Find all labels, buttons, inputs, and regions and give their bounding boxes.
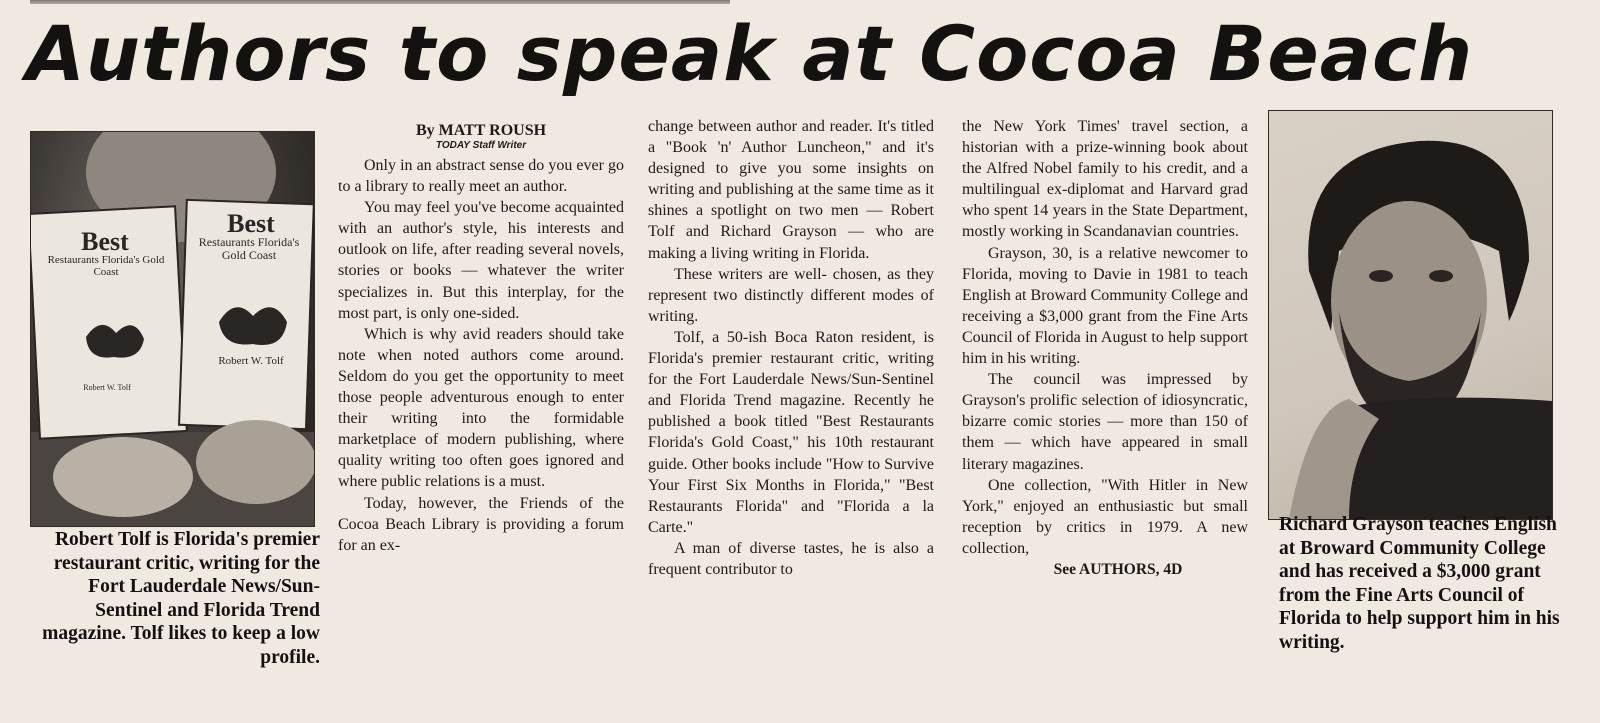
byline-title: TODAY Staff Writer (435, 140, 527, 151)
paragraph: the New York Times' travel section, a historian with a prize-winning book about the Alfred Nobel family to his credit, and a multilingual ex-diplomat and Harvard grad who spent 14 years in the State Department, mostly working in Scandanavian countries. (962, 118, 1248, 241)
caption-tolf: Robert Tolf is Florida's premier restaurant critic, writing for the Fort Lauderdale News/Sun-Sentinel and Florida Trend magazine. Tolf likes to keep a low profile. (42, 529, 320, 668)
book-1-subtitle: Restaurants Florida's Gold Coast (47, 254, 165, 278)
left-eye (1369, 270, 1393, 282)
paragraph: Only in an abstract sense do you ever go to a library to really meet an author. (338, 157, 624, 196)
photo-richard-grayson (1268, 110, 1553, 520)
paragraph: Grayson, 30, is a relative newcomer to Florida, moving to Davie in 1981 to teach English at Broward Community College and receiving a $3,000 grant from the Fine Arts Council of Florida in August to help support him in his writing. (962, 244, 1248, 368)
article-column-2 (648, 116, 934, 580)
article-column-3 (962, 116, 1248, 580)
book-2-author: Robert W. Tolf (218, 355, 284, 367)
book-2-title: Best (227, 209, 275, 238)
byline-name: By MATT ROUSH (415, 122, 547, 139)
clipping-edge-marks (1560, 20, 1600, 300)
paragraph: The council was impressed by Grayson's prolific selection of idiosyncratic, bizarre comic stories — more than 150 of them — which have appeared in small literary magazines. (962, 371, 1248, 473)
right-eye (1429, 270, 1453, 282)
paragraph: change between author and reader. It's titled a "Book 'n' Author Luncheon," and it's designed to give you some insights on writing and publishing at the same time as it shines a spotlight on two men — Robert Tolf and Richard Grayson — who are making a living writing in Florida. (648, 118, 934, 262)
article-column-1 (338, 113, 624, 556)
headline: Authors to speak at Cocoa Beach (26, 9, 1474, 98)
left-hand (53, 437, 193, 517)
paragraph: One collection, "With Hitler in New York," enjoyed an enthusiastic but small reception by critics in 1979. A new collection, (962, 476, 1248, 557)
tolf-photo-illustration (31, 132, 314, 526)
book-1-author: Robert W. Tolf (83, 383, 131, 392)
photo-robert-tolf (30, 131, 315, 527)
paragraph: You may feel you've become acquainted with an author's style, his interests and outlook on life, after reading several novels, stories or books — whatever the writer specializes in. But this interplay, for the most part, is only one-sided. (338, 199, 624, 322)
grayson-photo-illustration (1269, 111, 1552, 519)
book-1-subtitle-box (47, 254, 165, 306)
paragraph: Tolf, a 50-ish Boca Raton resident, is Florida's premier restaurant critic, writing for the Fort Lauderdale News/Sun-Sentinel and Florida Trend magazine. Recently he published a book titled "Best Restaurants Florida's Gold Coast," his 10th restaurant guide. Other books include "How to Survive Your First Six Months in Florida," "Best Restaurants Florida" and "Florida a la Carte." (648, 328, 934, 536)
caption-grayson: Richard Grayson teaches English at Broward Community College and has received a $3,000 grant from the Fine Arts Council of Florida to help support him in his writing. (1279, 514, 1560, 653)
paragraph: Which is why avid readers should take note when noted authors come around. Seldom do you get the opportunity to meet those people adventurous enough to enter their writing into the formidable marketplace of modern publishing, where quality writing too often goes ignored and where public relations is a must. (338, 325, 624, 491)
book-2-subtitle: Restaurants Florida's Gold Coast (198, 236, 300, 262)
book-2-subtitle-box (193, 236, 305, 288)
book-1-title: Best (81, 227, 129, 256)
paragraph: A man of diverse tastes, he is also a frequent contributor to (648, 539, 934, 578)
paragraph: Today, however, the Friends of the Cocoa Beach Library is providing a forum for an ex- (338, 494, 624, 554)
right-hand (196, 420, 314, 504)
jump-line: See AUTHORS, 4D (1053, 560, 1183, 578)
paragraph: These writers are well- chosen, as they represent two distinctly different modes of writing. (648, 265, 934, 325)
